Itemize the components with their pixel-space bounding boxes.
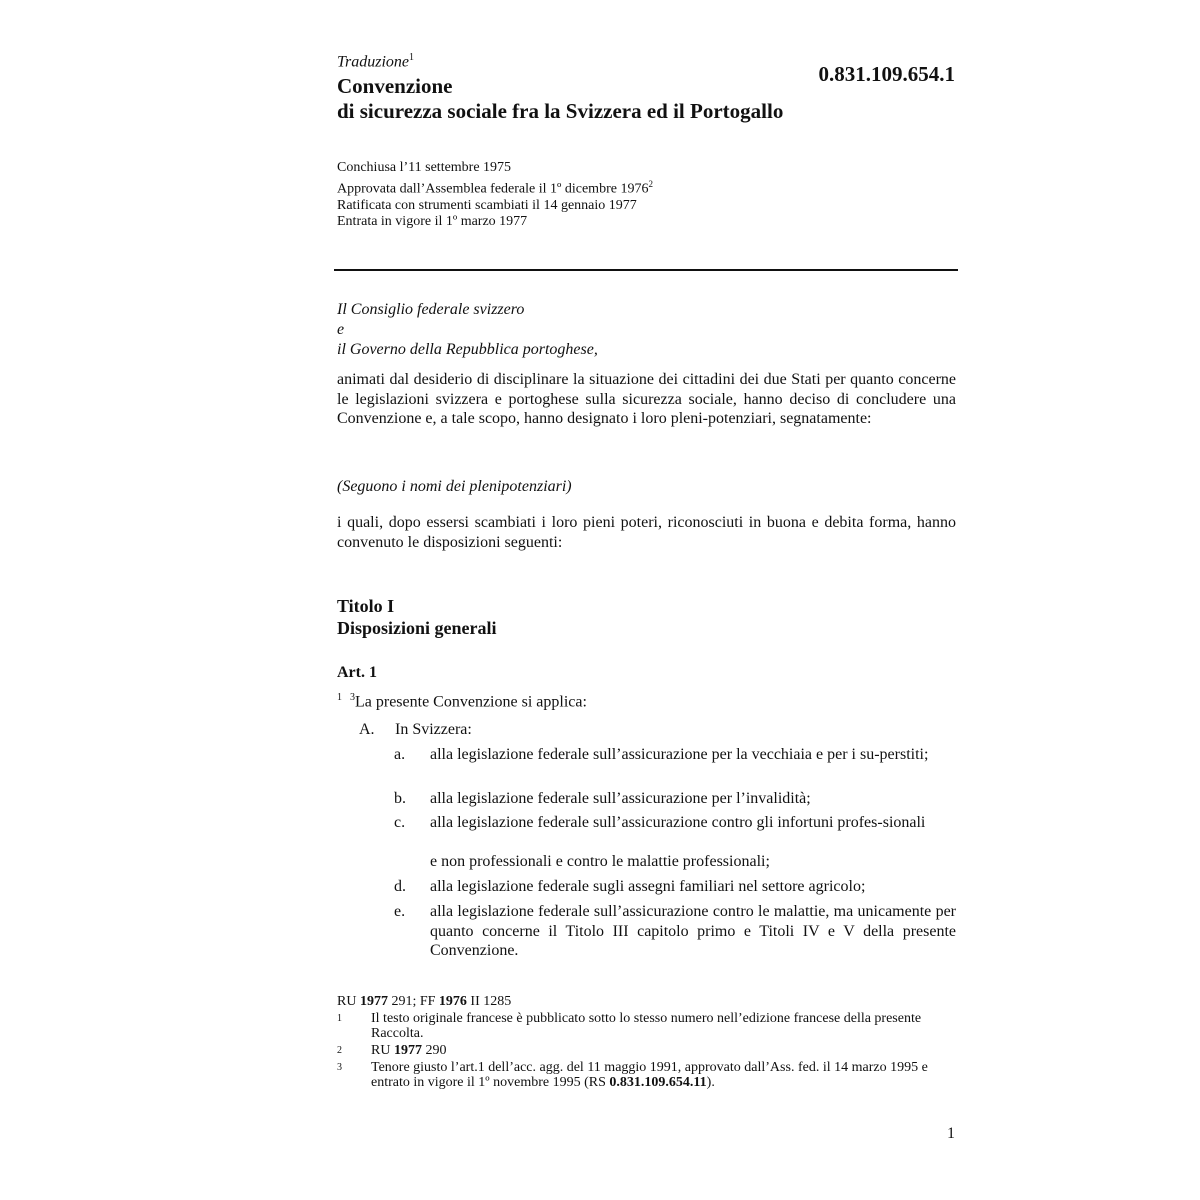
footnote-sr-link[interactable]: 0.831.109.654.11 — [609, 1075, 707, 1090]
translation-label — [337, 52, 414, 71]
footnote-text-bold: 1977 — [393, 1043, 422, 1058]
source-ru-year: 1977 — [359, 994, 388, 1009]
footnote-text-suffix: 290 — [425, 1043, 447, 1058]
date-concluded: Conchiusa l’11 settembre 1975 — [337, 160, 512, 175]
section-a-letter: A. — [359, 721, 375, 738]
source-reference — [337, 994, 957, 1009]
list-item-text: alla legislazione federale sull’assicurazione contro le malattie, ma unicamente per quanto concerne il Titolo III capitolo primo e Titoli IV e V della presente Convenzione. — [430, 903, 956, 959]
date-in-force: Entrata in vigore il 1º marzo 1977 — [337, 213, 528, 229]
preamble-paragraph-1: animati dal desiderio di disciplinare la situazione dei cittadini dei due Stati per quanto concerne le legislazioni svizzera e portoghese sulla sicurezza sociale, hanno deciso di concludere una Convenzione e, a tale scopo, hanno designato i loro pleni-potenziari, segnatamente: — [337, 371, 956, 427]
contracting-parties — [337, 300, 598, 360]
footnote-1 — [337, 1011, 957, 1041]
dates-block — [337, 160, 653, 230]
footnote-3 — [337, 1060, 957, 1090]
preamble-paragraph-2: i quali, dopo essersi scambiati i loro pieni poteri, riconosciuti in buona e debita forma, hanno convenuto le disposizioni seguenti: — [337, 514, 956, 551]
article-intro-text: La presente Convenzione si applica: — [355, 693, 587, 711]
list-item-letter: d. — [394, 878, 406, 895]
paragraph-number: 1 — [337, 692, 342, 703]
list-item-letter: c. — [394, 814, 406, 831]
plenipotentiaries-note: (Seguono i nomi dei plenipotenziari) — [337, 478, 572, 495]
date-approved-text: Approvata dall’Assemblea federale il 1º dicembre 1976 — [337, 181, 649, 197]
footnote-text-prefix: Tenore giusto l’art.1 dell’acc. agg. del 11 maggio 1991, approvato dall’Ass. fed. il 14 marzo 1995 e entrato in vigore il 1º novembre 1995 (RS — [371, 1060, 928, 1090]
list-item-text: alla legislazione federale sull’assicurazione per la vecchiaia e per i su-perstiti; — [430, 746, 929, 763]
footnote-text: Il testo originale francese è pubblicato sotto lo stesso numero nell’edizione francese della presente Raccolta. — [371, 1011, 922, 1041]
list-item-text: alla legislazione federale sull’assicurazione per l’invalidità; — [430, 790, 811, 807]
date-ratified: Ratificata con strumenti scambiati il 14 gennaio 1977 — [337, 197, 637, 213]
list-item-letter: a. — [394, 746, 406, 763]
footnote-text-suffix: ). — [706, 1075, 715, 1090]
section-a — [359, 721, 472, 739]
list-item-letter: e. — [394, 903, 406, 920]
footnote-ref-2[interactable]: 2 — [648, 179, 653, 189]
footnotes-block — [337, 994, 957, 1090]
page-number: 1 — [947, 1125, 955, 1142]
party-portugal: il Governo della Repubblica portoghese, — [337, 341, 598, 358]
title-number: Titolo I — [337, 596, 395, 616]
footnote-2 — [337, 1043, 957, 1058]
title-line-1: Convenzione — [337, 74, 453, 98]
title-heading — [337, 595, 497, 639]
article-heading: Art. 1 — [337, 664, 377, 681]
section-a-label: In Svizzera: — [395, 721, 472, 738]
source-ff-year: 1976 — [438, 994, 467, 1009]
title-line-2: di sicurezza sociale fra la Svizzera ed il Portogallo — [337, 99, 784, 123]
party-switzerland: Il Consiglio federale svizzero — [337, 301, 525, 318]
source-ru-page: 291; FF — [391, 994, 436, 1009]
footnote-number: 3 — [337, 1062, 342, 1073]
footnote-ref-3[interactable]: 3 — [350, 692, 355, 703]
list-item-text: alla legislazione federale sugli assegni familiari nel settore agricolo; — [430, 878, 866, 895]
source-ru-prefix: RU — [337, 994, 357, 1009]
footnote-text-prefix: RU — [371, 1043, 391, 1058]
article-intro — [337, 692, 587, 711]
list-item-letter: b. — [394, 790, 406, 807]
document-title — [337, 74, 783, 124]
footnote-number: 2 — [337, 1045, 342, 1056]
date-approved — [337, 176, 653, 198]
party-conjunction: e — [337, 321, 345, 338]
source-ff-page: II 1285 — [470, 994, 512, 1009]
footnote-number: 1 — [337, 1013, 342, 1024]
footnote-ref-1[interactable]: 1 — [409, 52, 415, 63]
title-name: Disposizioni generali — [337, 618, 497, 638]
sr-number: 0.831.109.654.1 — [818, 62, 955, 86]
translation-label-text: Traduzione — [337, 53, 410, 71]
horizontal-divider — [334, 269, 958, 271]
list-item-text: alla legislazione federale sull’assicurazione contro gli infortuni profes-sionali — [430, 814, 926, 831]
list-item-text-continued: e non professionali e contro le malattie professionali; — [430, 853, 770, 870]
